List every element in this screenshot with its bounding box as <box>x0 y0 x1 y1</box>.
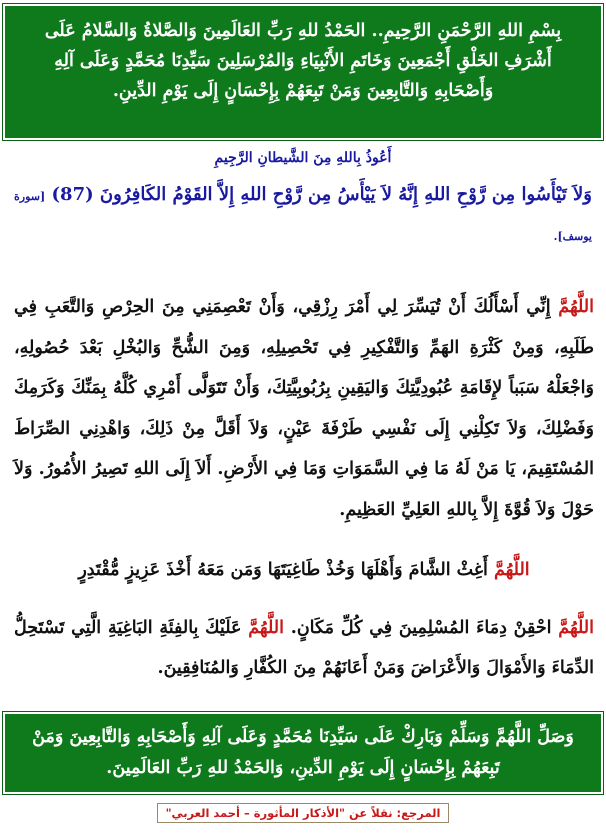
istiadha-line: أَعُوذُ بِاللهِ مِنَ الشَّيطانِ الرَّجِيمِ <box>214 150 392 166</box>
quran-verse <box>14 176 592 256</box>
supplication-sham <box>14 552 594 588</box>
opening-header-box <box>3 4 603 140</box>
supplication-text: إِنِّي أَسْأَلُكَ أَنْ تُيَسِّرَ لِي أَمْرَ رِزْقِي، وَأَنْ تَعْصِمَنِي مِنَ الحِرْصِ وَالتَّعَبِ فِي طَلَبِهِ، وَمِنْ كَثْرَةِ الهَمِّ وَالتَّفْكِيرِ فِي تَحْصِيلِهِ، وَمِنَ الشُّحِّ وَالبُخْلِ بَعْدَ حُصُولِهِ، وَاجْعَلْهُ سَبَباً لإِقَامَةِ عُبُودِيَّتِكَ وَاليَقِينِ بِرُبُوبِيَّتِكَ، وَأَنْ تَتَوَلَّى أَمْرِي كُلَّهُ بِمَنِّكَ وَكَرَمِكَ وَفَضْلِكَ، وَلاَ تَكِلْنِي إِلَى نَفْسِي طَرْفَةَ عَيْنٍ، وَلاَ أَقَلَّ مِنْ ذَلِكَ، وَاهْدِنِي الصِّرَاطَ المُسْتَقِيمَ، يَا مَنْ لَهُ مَا فِي السَّمَوَاتِ وَمَا فِي الأَرْضِ. أَلاَ إِلَى اللهِ تَصِيرُ الأُمُورُ. وَلاَ حَوْلَ وَلاَ قُوَّةَ إِلاَّ بِاللهِ العَلِيِّ العَظِيمِ. <box>14 297 594 520</box>
surah-reference: [سورة يوسف]. <box>14 190 592 243</box>
allahumma-word: اللَّهُمَّ <box>248 618 284 638</box>
closing-text: وَصَلِّ اللَّهُمَّ وَسَلِّمْ وَبَارِكْ عَلَى سَيِّدِنَا مُحَمَّدٍ وَعَلَى آلِهِ وَأَصْحَابِهِ وَالتَّابِعِينَ وَمَنْ تَبِعَهُمْ بِإِحْسَانٍ إِلَى يَوْمِ الدِّينِ، وَالحَمْدُ للهِ رَبِّ العَالَمِينَ. <box>32 727 574 778</box>
supplication-muslims <box>14 608 594 688</box>
supplication-text: أَغِثْ الشَّامَ وَأَهْلَهَا وَخُذْ طَاغِيَتَهَا وَمَن مَعَهُ أَخْذَ عَزِيزٍ مُّقْتَدِرٍ <box>78 560 494 580</box>
source-reference: المرجع: نقلاً عن "الأذكار المأثورة – أحمد العربي" <box>157 803 450 823</box>
allahumma-word: اللَّهُمَّ <box>558 297 594 317</box>
allahumma-word: اللَّهُمَّ <box>493 560 530 580</box>
supplication-rizq <box>14 287 594 530</box>
closing-salawat-box <box>3 712 603 794</box>
reference-wrapper <box>0 802 606 823</box>
supplication-text: عَلَيْكَ بِالفِئَةِ البَاغِيَةِ الَّتِي تَسْتَحِلُّ الدِّمَاءَ وَالأَمْوَالَ وَالأَعْرَاضَ وَمَنْ أَعَانَهُمْ مِنَ الكُفَّارِ وَالمُنَافِقِينَ. <box>14 618 594 678</box>
opening-text: بِسْمِ اللهِ الرَّحْمَنِ الرَّحِيمِ.. الحَمْدُ للهِ رَبِّ العَالَمِينَ وَالصَّلاةُ وَالسَّلامُ عَلَى أَشْرَفِ الخَلْقِ أَجْمَعِينَ وَخَاتَمِ الأَنْبِيَاءِ وَالمُرْسَلِينَ سَيِّدِنَا مُحَمَّدٍ وَعَلَى آلِهِ وَأَصْحَابِهِ وَالتَّابِعِينَ وَمَنْ تَبِعَهُمْ بِإِحْسَانٍ إِلَى يَوْمِ الدِّينِ. <box>44 21 562 101</box>
verse-text: وَلاَ تَيْأَسُوا مِن رَّوْحِ اللهِ إِنَّهُ لاَ يَيْأَسُ مِن رَّوْحِ اللهِ إِلاَّ القَوْمُ الكَافِرُونَ (87) <box>51 184 592 205</box>
allahumma-word: اللَّهُمَّ <box>558 618 594 638</box>
supplication-text: احْقِنْ دِمَاءَ المُسْلِمِينَ فِي كُلِّ مَكَانٍ. <box>283 618 559 638</box>
